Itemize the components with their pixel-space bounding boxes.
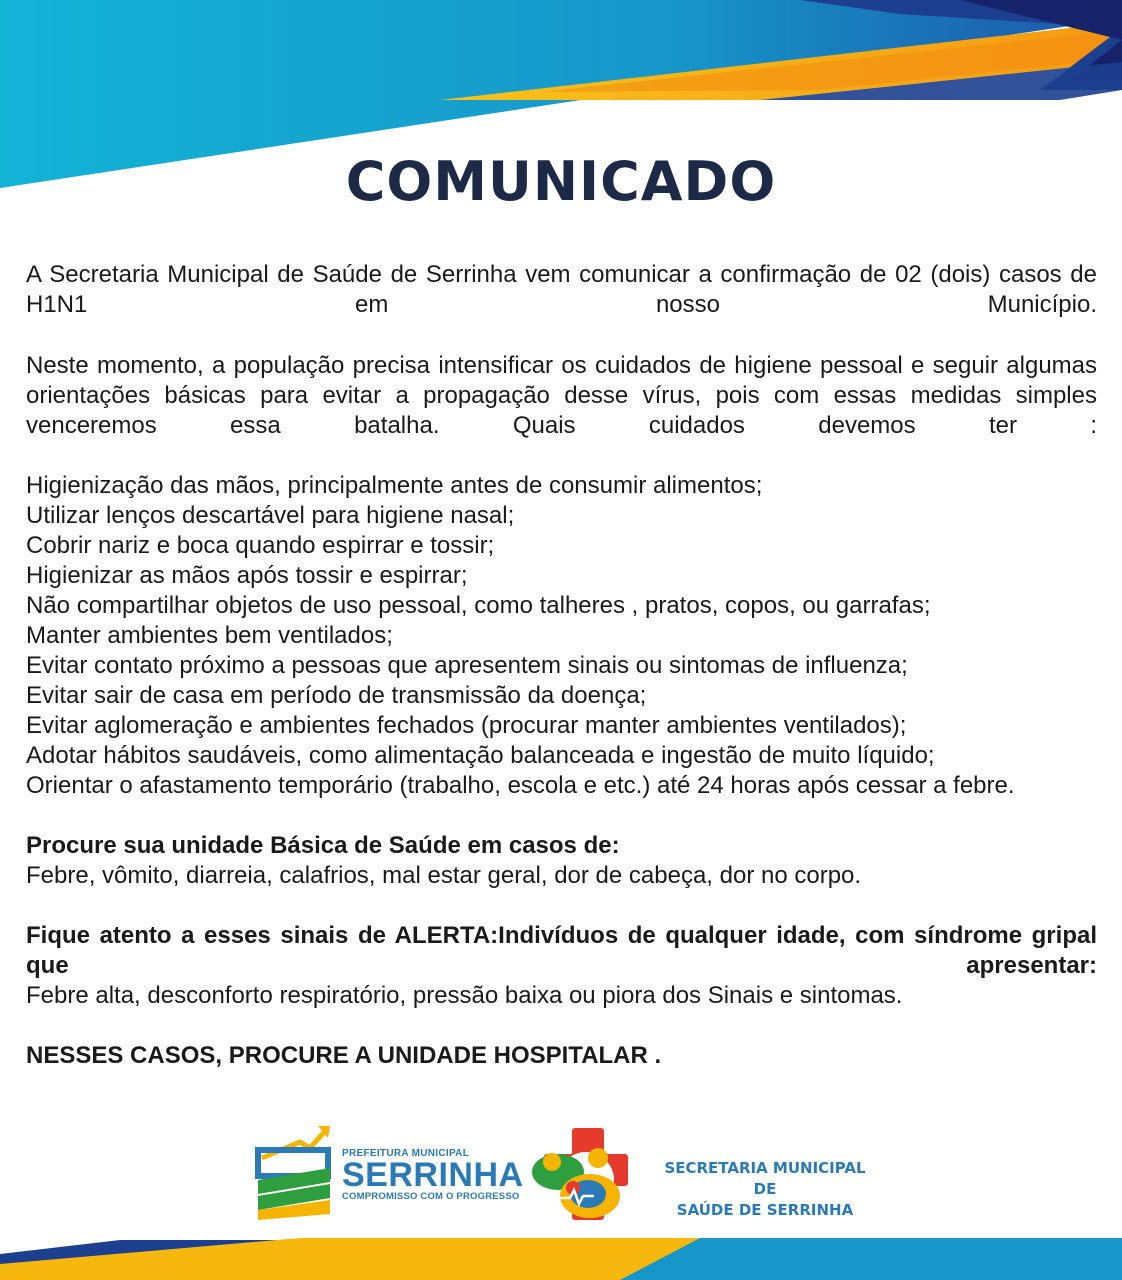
secretaria-line2: SAÚDE DE SERRINHA <box>676 1201 854 1219</box>
seek-care-symptoms: Febre, vômito, diarreia, calafrios, mal estar geral, dor de cabeça, dor no corpo. <box>26 862 862 889</box>
list-item: Evitar sair de casa em período de transmissão da doença; <box>26 682 647 709</box>
secretaria-logo <box>660 1158 870 1221</box>
list-item: Adotar hábitos saudáveis, como alimentação balanceada e ingestão de muito líquido; <box>26 742 935 769</box>
prefeitura-name: SERRINHA <box>342 1156 524 1194</box>
list-item: Evitar contato próximo a pessoas que apresentem sinais ou sintomas de influenza; <box>26 652 908 679</box>
list-item: Cobrir nariz e boca quando espirrar e tossir; <box>26 532 495 559</box>
list-item: Utilizar lenços descartável para higiene nasal; <box>26 502 515 529</box>
prefeitura-tagline: COMPROMISSO COM O PROGRESSO <box>342 1191 520 1202</box>
intro-paragraph: A Secretaria Municipal de Saúde de Serrinha vem comunicar a confirmação de 02 (dois) casos de H1N1 em nosso Município. <box>26 261 1097 318</box>
prefeitura-label: PREFEITURA MUNICIPAL <box>342 1148 470 1159</box>
closing-notice: NESSES CASOS, PROCURE A UNIDADE HOSPITALAR . <box>26 1042 662 1069</box>
prefeitura-logo <box>342 1148 524 1202</box>
seek-care-heading: Procure sua unidade Básica de Saúde em casos de: <box>26 832 620 859</box>
document-body <box>26 260 1097 1071</box>
page-title: COMUNICADO <box>345 150 777 213</box>
list-item: Evitar aglomeração e ambientes fechados (procurar manter ambientes ventilados); <box>26 712 907 739</box>
footer-logos <box>0 1118 1122 1228</box>
secretaria-line1: SECRETARIA MUNICIPAL DE <box>664 1159 866 1198</box>
secretaria-logo-icon <box>532 1128 628 1220</box>
bottom-decorative-banner <box>0 1234 1122 1280</box>
list-item: Orientar o afastamento temporário (trabalho, escola e etc.) até 24 horas após cessar a febre. <box>26 772 1015 799</box>
list-item: Não compartilhar objetos de uso pessoal, como talheres , pratos, copos, ou garrafas; <box>26 592 931 619</box>
prefeitura-logo-icon <box>258 1126 330 1220</box>
orientation-paragraph: Neste momento, a população precisa intensificar os cuidados de higiene pessoal e seguir algumas orientações básicas para evitar a propagação desse vírus, pois com essas medidas simples venceremos essa batalha. Quais cuidados devemos ter : <box>26 352 1097 439</box>
care-list <box>26 471 1097 801</box>
alert-symptoms: Febre alta, desconforto respiratório, pressão baixa ou piora dos Sinais e sintomas. <box>26 982 903 1009</box>
list-item: Higienizar as mãos após tossir e espirrar; <box>26 562 468 589</box>
list-item: Manter ambientes bem ventilados; <box>26 622 393 649</box>
list-item: Higienização das mãos, principalmente antes de consumir alimentos; <box>26 472 763 499</box>
alert-heading: Fique atento a esses sinais de ALERTA:Indivíduos de qualquer idade, com síndrome gripal que apresentar: <box>26 922 1097 979</box>
